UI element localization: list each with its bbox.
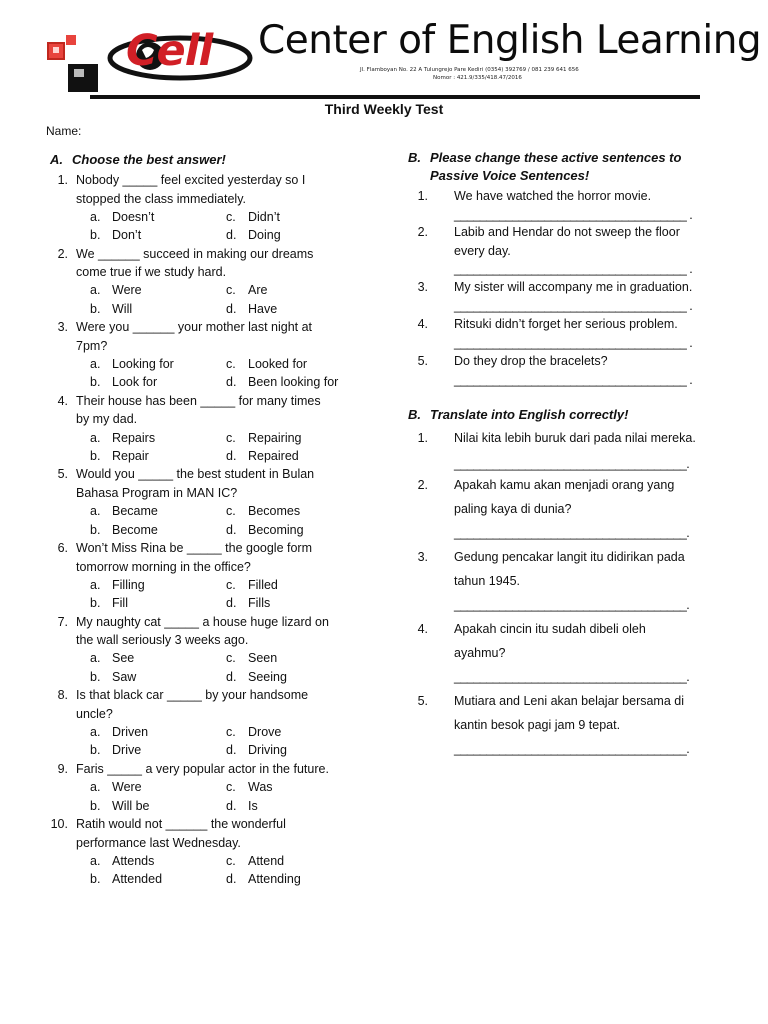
sentence-line: Ritsuki didn’t forget her serious problem.: [454, 317, 678, 331]
option-text: Looking for: [112, 356, 174, 371]
answer-option: [90, 502, 158, 521]
option-letter: a.: [90, 724, 101, 739]
name-label: Name:: [46, 124, 82, 138]
option-letter: b.: [90, 448, 101, 463]
option-letter: b.: [90, 301, 101, 316]
item-sentence: [454, 187, 724, 206]
header-divider: [90, 95, 700, 99]
question-line: My naughty cat _____ a house huge lizard on: [76, 614, 329, 629]
sentence-line: every day.: [454, 243, 511, 258]
question-number: 2.: [57, 246, 68, 261]
item-number: 3.: [417, 550, 428, 564]
sentence-line: Gedung pencakar langit itu didirikan pada: [454, 550, 685, 564]
logo-decor-square: [47, 42, 65, 60]
question-line: We ______ succeed in making our dreams: [76, 246, 314, 261]
item-number: 1.: [417, 431, 428, 445]
option-text: Become: [112, 522, 158, 537]
option-letter: c.: [226, 209, 236, 224]
question-line: Were you ______ your mother last night at: [76, 320, 313, 335]
option-letter: c.: [226, 853, 236, 868]
question-text: [76, 539, 312, 576]
option-letter: b.: [90, 872, 101, 887]
answer-option: [90, 741, 141, 760]
option-text: Drive: [112, 743, 142, 758]
answer-option: [226, 576, 278, 595]
option-text: Doing: [248, 228, 281, 243]
option-text: Seen: [248, 651, 278, 666]
option-text: Drove: [248, 724, 282, 739]
item-number: 5.: [417, 694, 428, 708]
answer-option: [90, 797, 150, 816]
answer-option: [226, 668, 287, 687]
sentence-line: Labib and Hendar do not sweep the floor: [454, 225, 680, 239]
option-text: Have: [248, 301, 278, 316]
question-text: [76, 318, 312, 355]
section-title: Translate into English correctly!: [430, 407, 629, 422]
question-text: [76, 686, 308, 723]
question-number: 1.: [57, 173, 68, 187]
item-sentence: [454, 473, 724, 521]
answer-option: [90, 208, 154, 227]
option-text: Driving: [248, 743, 287, 758]
option-text: Fills: [248, 596, 271, 611]
question-line: Would you _____ the best student in Bulan: [76, 467, 315, 482]
answer-blank: ____________________________________.: [454, 526, 690, 540]
answer-option: [226, 447, 299, 466]
option-text: Became: [112, 504, 158, 519]
answer-option: [90, 521, 158, 540]
answer-option: [226, 778, 273, 797]
answer-option: [226, 797, 258, 816]
option-text: Don’t: [112, 228, 142, 243]
answer-option: [90, 576, 145, 595]
option-text: Filled: [248, 577, 278, 592]
license-number: Nomor : 421.9/335/418.47/2016: [433, 75, 522, 81]
answer-option: [90, 447, 149, 466]
question-line: uncle?: [76, 706, 113, 721]
option-letter: d.: [226, 448, 237, 463]
option-letter: b.: [90, 669, 101, 684]
sentence-line: Do they drop the bracelets?: [454, 354, 608, 368]
option-text: Been looking for: [248, 375, 339, 390]
answer-option: [226, 741, 287, 760]
item-number: 2.: [417, 225, 428, 239]
option-text: Look for: [112, 375, 158, 390]
option-letter: a.: [90, 283, 101, 298]
question-number: 6.: [57, 541, 68, 555]
section-b-translate-heading: [408, 406, 628, 424]
question-line: tomorrow morning in the office?: [76, 559, 251, 574]
question-number: 10.: [50, 817, 68, 831]
option-letter: a.: [90, 780, 101, 795]
question-line: by my dad.: [76, 412, 138, 427]
option-text: Saw: [112, 669, 137, 684]
option-text: Were: [112, 780, 142, 795]
item-sentence: [454, 278, 724, 297]
option-letter: b.: [90, 522, 101, 537]
answer-option: [90, 300, 132, 319]
question-line: the wall seriously 3 weeks ago.: [76, 633, 249, 648]
option-letter: d.: [226, 228, 237, 243]
answer-option: [90, 281, 142, 300]
option-letter: c.: [226, 430, 236, 445]
item-sentence: [454, 352, 724, 371]
option-text: Attends: [112, 853, 155, 868]
question-line: Their house has been _____ for many times: [76, 393, 321, 408]
option-letter: a.: [90, 209, 101, 224]
answer-option: [226, 521, 304, 540]
option-text: See: [112, 651, 135, 666]
item-number: 5.: [417, 354, 428, 368]
question-number: 5.: [57, 467, 68, 482]
section-a-heading: [50, 151, 226, 169]
section-title-line2: Passive Voice Sentences!: [430, 168, 590, 183]
option-text: Will: [112, 301, 133, 316]
page-title: Third Weekly Test: [324, 101, 444, 117]
item-number: 2.: [417, 478, 428, 492]
option-letter: c.: [226, 651, 236, 666]
option-text: Fill: [112, 596, 128, 611]
option-letter: a.: [90, 430, 101, 445]
answer-option: [90, 373, 157, 392]
answer-option: [226, 502, 300, 521]
option-text: Is: [248, 798, 258, 813]
option-letter: c.: [226, 724, 236, 739]
item-sentence: [454, 689, 724, 737]
section-b-passive-heading: [408, 149, 681, 185]
option-letter: b.: [90, 798, 101, 813]
question-text: [76, 465, 314, 502]
option-letter: c.: [226, 577, 236, 592]
answer-option: [90, 870, 162, 889]
option-text: Was: [248, 780, 273, 795]
option-letter: d.: [226, 743, 237, 758]
option-letter: d.: [226, 596, 237, 611]
option-text: Repairing: [248, 430, 302, 445]
item-number: 4.: [417, 317, 428, 331]
item-sentence: [454, 426, 724, 450]
option-letter: c.: [226, 356, 236, 371]
option-text: Becomes: [248, 504, 301, 519]
answer-blank: ____________________________________ .: [454, 262, 693, 276]
answer-option: [90, 668, 136, 687]
answer-option: [226, 373, 338, 392]
option-letter: d.: [226, 301, 237, 316]
sentence-line: paling kaya di dunia?: [454, 502, 572, 516]
answer-option: [226, 723, 281, 742]
option-letter: a.: [90, 853, 101, 868]
option-text: Driven: [112, 724, 149, 739]
option-letter: b.: [90, 743, 101, 758]
option-text: Didn’t: [248, 209, 280, 224]
option-letter: a.: [90, 504, 101, 519]
item-sentence: [454, 617, 724, 665]
answer-option: [90, 852, 154, 871]
item-sentence: [454, 223, 724, 260]
letterhead: [0, 0, 768, 100]
option-letter: a.: [90, 651, 101, 666]
item-sentence: [454, 545, 724, 593]
option-letter: b.: [90, 228, 101, 243]
answer-option: [226, 355, 307, 374]
section-letter: A.: [50, 152, 63, 167]
answer-option: [226, 852, 284, 871]
question-line: Won’t Miss Rina be _____ the google form: [76, 541, 313, 555]
option-letter: b.: [90, 596, 101, 611]
sentence-line: kantin besok pagi jam 9 tepat.: [454, 718, 621, 732]
answer-option: [226, 208, 280, 227]
question-line: Nobody _____ feel excited yesterday so I: [76, 173, 306, 187]
answer-option: [226, 226, 281, 245]
question-line: Is that black car _____ by your handsome: [76, 688, 309, 703]
sentence-line: Apakah kamu akan menjadi orang yang: [454, 478, 675, 492]
answer-blank: ____________________________________.: [454, 598, 690, 612]
question-line: Faris _____ a very popular actor in the future.: [76, 761, 329, 776]
option-text: Are: [248, 283, 268, 298]
option-text: Doesn’t: [112, 209, 155, 224]
option-text: Filling: [112, 577, 145, 592]
answer-option: [90, 778, 142, 797]
answer-blank: ____________________________________ .: [454, 298, 693, 313]
sentence-line: My sister will accompany me in graduation.: [454, 280, 693, 294]
answer-option: [226, 429, 302, 448]
question-number: 4.: [57, 393, 68, 408]
option-letter: d.: [226, 669, 237, 684]
answer-option: [226, 649, 277, 668]
question-text: [76, 392, 321, 429]
item-sentence: [454, 315, 724, 334]
question-number: 9.: [57, 761, 68, 776]
school-name: Center of English Learning: [258, 18, 762, 63]
option-text: Attend: [248, 853, 285, 868]
option-text: Looked for: [248, 356, 308, 371]
option-text: Repaired: [248, 448, 299, 463]
answer-option: [226, 594, 270, 613]
option-text: Repair: [112, 448, 149, 463]
answer-blank: ____________________________________.: [454, 742, 690, 756]
question-text: [76, 815, 286, 852]
sentence-line: tahun 1945.: [454, 574, 521, 588]
sentence-line: Apakah cincin itu sudah dibeli oleh: [454, 622, 646, 636]
sentence-line: Nilai kita lebih buruk dari pada nilai mereka.: [454, 431, 696, 445]
answer-blank: ____________________________________.: [454, 457, 690, 471]
option-letter: a.: [90, 577, 101, 592]
item-number: 3.: [417, 280, 428, 294]
school-address: Jl. Flamboyan No. 22 A Tulungrejo Pare Kediri (0354) 392769 / 081 239 641 656: [360, 67, 579, 73]
question-text: [76, 613, 329, 650]
answer-option: [226, 870, 301, 889]
question-number: 7.: [57, 614, 68, 629]
option-letter: a.: [90, 356, 101, 371]
question-text: [76, 171, 305, 208]
question-line: Ratih would not ______ the wonderful: [76, 817, 286, 831]
section-letter: B.: [408, 150, 421, 165]
answer-option: [90, 355, 174, 374]
section-letter: B.: [408, 407, 421, 422]
option-text: Attending: [248, 872, 301, 887]
answer-option: [226, 281, 267, 300]
question-line: 7pm?: [76, 338, 108, 353]
answer-blank: ____________________________________ .: [454, 372, 693, 387]
option-text: Were: [112, 283, 142, 298]
answer-blank: ____________________________________ .: [454, 207, 693, 222]
section-title-line1: Please change these active sentences to: [430, 150, 682, 165]
section-title: Choose the best answer!: [72, 152, 226, 167]
item-number: 4.: [417, 622, 428, 636]
question-text: [76, 760, 329, 779]
question-line: performance last Wednesday.: [76, 835, 241, 850]
logo-decor-square: [68, 64, 98, 92]
answer-blank: ____________________________________.: [454, 670, 690, 684]
option-text: Will be: [112, 798, 150, 813]
option-text: Seeing: [248, 669, 287, 684]
option-text: Repairs: [112, 430, 156, 445]
question-number: 8.: [57, 688, 68, 703]
option-letter: c.: [226, 504, 236, 519]
answer-blank: ____________________________________ .: [454, 335, 693, 350]
option-letter: c.: [226, 780, 236, 795]
option-letter: d.: [226, 798, 237, 813]
sentence-line: We have watched the horror movie.: [454, 189, 652, 203]
option-letter: c.: [226, 283, 236, 298]
option-letter: d.: [226, 522, 237, 537]
answer-option: [90, 226, 141, 245]
question-line: Bahasa Program in MAN IC?: [76, 485, 238, 500]
option-letter: b.: [90, 375, 101, 390]
question-text: [76, 245, 313, 282]
answer-option: [90, 723, 148, 742]
item-number: 1.: [417, 189, 428, 203]
option-text: Attended: [112, 872, 163, 887]
logo-decor-square: [66, 35, 76, 45]
option-text: Becoming: [248, 522, 304, 537]
logo-wordmark: Cell: [126, 26, 213, 76]
option-letter: d.: [226, 375, 237, 390]
answer-option: [90, 429, 155, 448]
sentence-line: Mutiara and Leni akan belajar bersama di: [454, 694, 684, 708]
option-letter: d.: [226, 872, 237, 887]
question-number: 3.: [57, 320, 68, 335]
answer-option: [90, 649, 134, 668]
answer-option: [226, 300, 277, 319]
question-line: come true if we study hard.: [76, 265, 227, 280]
question-line: stopped the class immediately.: [76, 191, 246, 206]
sentence-line: ayahmu?: [454, 646, 506, 660]
answer-option: [90, 594, 128, 613]
